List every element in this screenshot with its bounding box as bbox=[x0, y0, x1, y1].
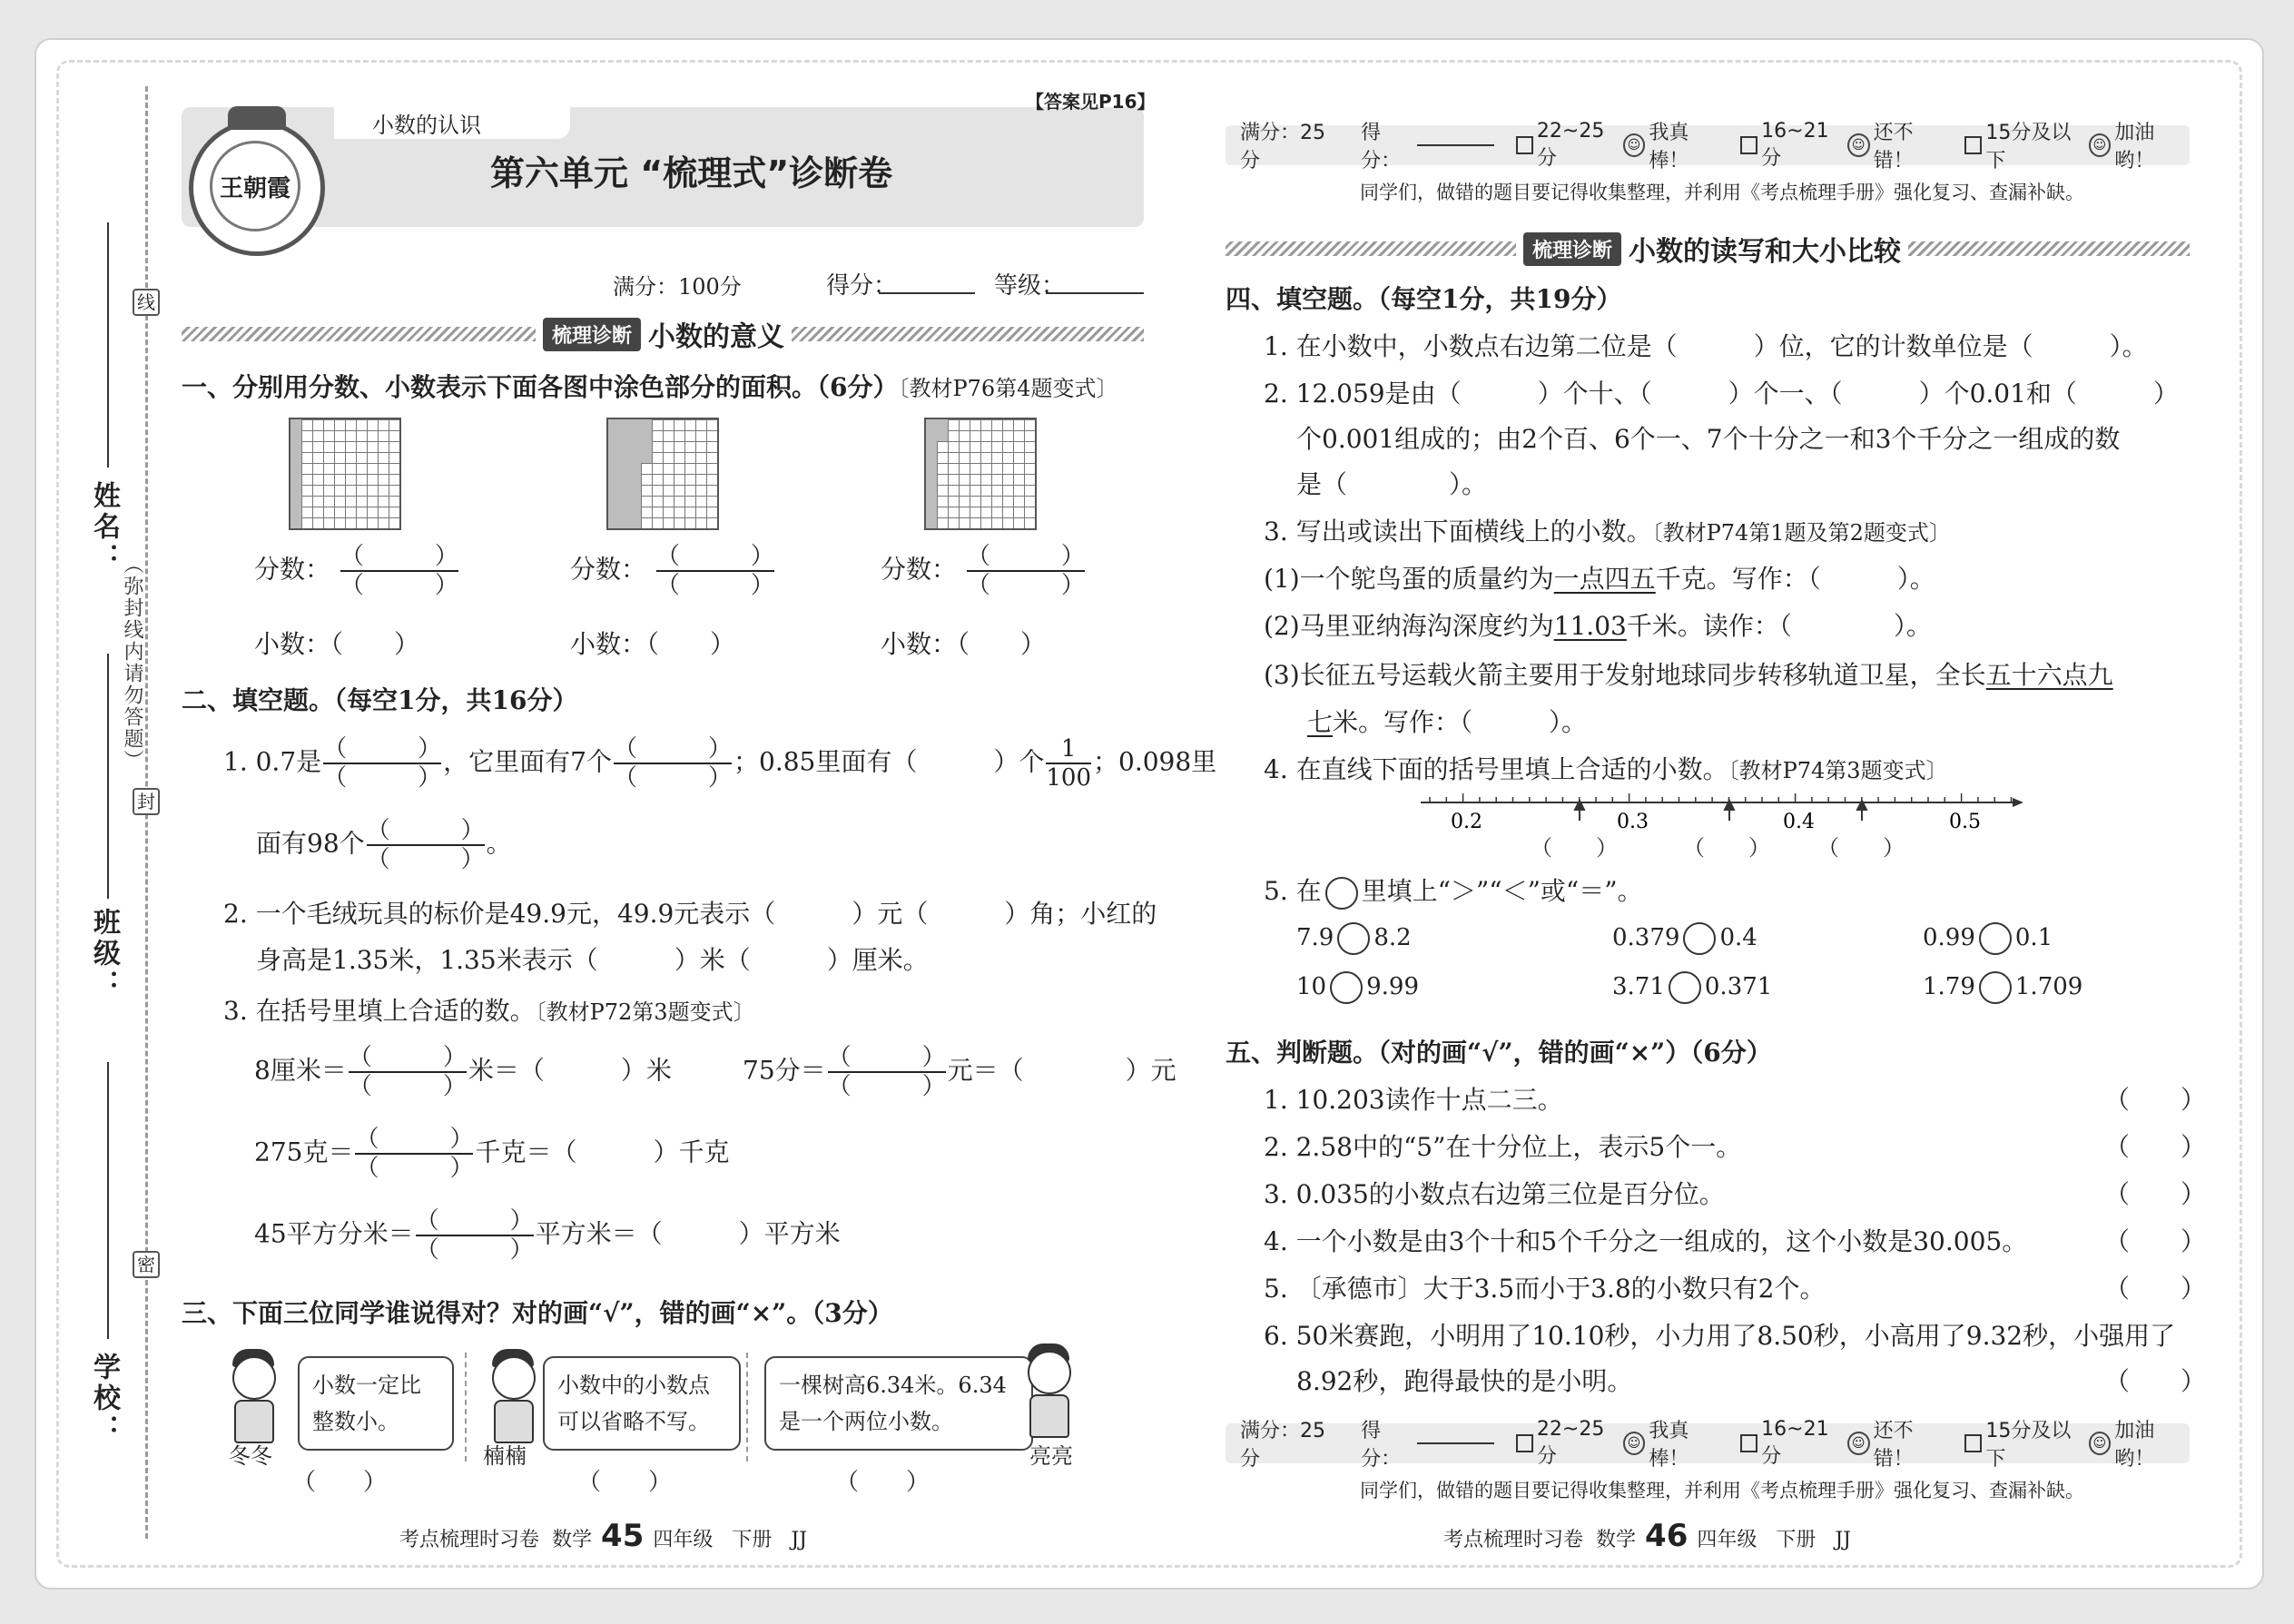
student-name-dongdong: 冬冬 bbox=[229, 1443, 272, 1469]
q1-fraction-row bbox=[881, 543, 1087, 599]
checkbox[interactable] bbox=[1964, 136, 1982, 154]
judge-answer[interactable]: （ ） bbox=[2104, 1085, 2207, 1115]
q4-text: 千米。读作：（ ）。 bbox=[1626, 611, 1932, 641]
q5-title: 五、判断题。（对的画“√”，错的画“×”）（6分） bbox=[1226, 1038, 1772, 1068]
score-option: 15分及以下 bbox=[1985, 1420, 2072, 1471]
q4-text: 4. 在直线下面的括号里填上合适的小数。 bbox=[1264, 754, 1728, 784]
q2-item3-row2 bbox=[254, 1126, 729, 1182]
unit-tab-label: 小数的认识 bbox=[372, 113, 481, 138]
score-option: 22~25分 bbox=[1536, 1418, 1605, 1468]
q4-item2-line1: 2. 12.059是由（ ）个十、（ ）个一、（ ）个0.01和（ ） bbox=[1264, 379, 2179, 408]
underlined-number: 五十六点九 bbox=[1985, 660, 2113, 690]
q3-answer-3[interactable]: （ ） bbox=[835, 1469, 930, 1496]
divider bbox=[465, 1353, 467, 1462]
binding-notice: （弥封线内请勿答题） bbox=[121, 554, 143, 772]
fraction-blank[interactable]: $\frac{( )}{( )}$ bbox=[415, 1207, 534, 1264]
section-banner-reading bbox=[1226, 231, 2190, 267]
compare-left: 1.79 bbox=[1923, 973, 1975, 1000]
page-number: 46 bbox=[1645, 1518, 1689, 1554]
grade-label: 等级： bbox=[994, 272, 1066, 300]
compare-right: 0.4 bbox=[1719, 924, 1757, 951]
score-option: 22~25分 bbox=[1536, 120, 1605, 170]
q4-text: 千克。写作：（ ）。 bbox=[1655, 564, 1935, 594]
score-option: 16~21分 bbox=[1761, 1418, 1829, 1468]
q1-decimal-row bbox=[881, 625, 1046, 661]
smiley-icon: ☺ bbox=[1623, 133, 1646, 157]
fraction-blank[interactable]: $\frac{( )}{( )}$ bbox=[366, 817, 485, 873]
conversion-text: 元＝（ ）元 bbox=[947, 1055, 1177, 1086]
q4-text: 5. 在 bbox=[1264, 876, 1322, 906]
grid-shade bbox=[937, 419, 948, 441]
score-field[interactable] bbox=[879, 292, 975, 294]
checkbox[interactable] bbox=[1740, 1434, 1757, 1452]
conversion-text: 45平方分米＝ bbox=[254, 1218, 414, 1249]
conversion-text: 千克＝（ ）千克 bbox=[475, 1137, 730, 1167]
divider bbox=[746, 1353, 748, 1462]
underlined-number: 11.03 bbox=[1553, 611, 1627, 641]
smiley-icon: ☺ bbox=[1847, 133, 1870, 157]
q2-item1-line1 bbox=[223, 735, 1216, 792]
q4-item5-title bbox=[1264, 871, 1643, 910]
conversion-text: 275克＝ bbox=[254, 1137, 354, 1167]
compare-left: 10 bbox=[1296, 973, 1327, 1000]
fraction-blank[interactable]: $\frac{( )}{( )}$ bbox=[966, 543, 1085, 599]
judge-item: 1. 10.203读作十点二三。 bbox=[1264, 1085, 1563, 1115]
compare-left: 3.71 bbox=[1612, 973, 1665, 1000]
compare-left: 7.9 bbox=[1296, 924, 1334, 951]
brand-seal bbox=[189, 120, 325, 256]
fraction-one-hundredth: $\frac{1}{100}$ bbox=[1046, 735, 1092, 792]
tick-label: 0.2 bbox=[1451, 811, 1482, 833]
name-label: 姓名： bbox=[88, 481, 120, 574]
q3-title: 三、下面三位同学谁说得对？对的画“√”，错的画“×”。（3分） bbox=[182, 1298, 893, 1328]
q2-item1-line2 bbox=[256, 817, 512, 873]
q2-item3-row1a bbox=[254, 1044, 672, 1100]
checkbox[interactable] bbox=[1740, 136, 1757, 154]
grid-figure-1 bbox=[289, 418, 401, 530]
q4-item2-line2: 个0.001组成的；由2个百、6个一、7个十分之一和3个千分之一组成的数 bbox=[1296, 424, 2121, 454]
footer-term: 下册 bbox=[732, 1529, 773, 1551]
q1-decimal-row bbox=[570, 625, 735, 661]
footer-grade: 四年级 bbox=[653, 1529, 714, 1551]
fraction-blank[interactable]: $\frac{( )}{( )}$ bbox=[655, 543, 774, 599]
tick-label: 0.4 bbox=[1783, 811, 1815, 833]
number-line-answer[interactable]: （ ） bbox=[1531, 835, 1618, 861]
q3-answer-1[interactable]: （ ） bbox=[292, 1469, 388, 1496]
q2-title: 二、填空题。（每空1分，共16分） bbox=[182, 685, 578, 715]
footer-edition: JJ bbox=[1835, 1529, 1851, 1551]
compare-left: 0.99 bbox=[1923, 924, 1975, 951]
fraction-blank[interactable]: $\frac{( )}{( )}$ bbox=[340, 543, 458, 599]
score-label: 得分： bbox=[826, 272, 898, 300]
tick-label: 0.3 bbox=[1617, 811, 1649, 833]
score-bar-top bbox=[1226, 120, 2190, 172]
conversion-text: 米＝（ ）米 bbox=[468, 1055, 672, 1086]
fraction-label: 分数： bbox=[570, 554, 647, 585]
q2-item2-line1: 2. 一个毛绒玩具的标价是49.9元，49.9元表示（ ）元（ ）角；小红的 bbox=[223, 899, 1157, 929]
fraction-label: 分数： bbox=[881, 554, 958, 585]
compare-circle[interactable] bbox=[1979, 922, 2012, 955]
footer-subject: 数学 bbox=[552, 1529, 593, 1551]
judge-item: 5. 〔承德市〕大于3.5而小于3.8的小数只有2个。 bbox=[1264, 1274, 1826, 1304]
q1-ref: 〔教材P76第4题变式〕 bbox=[898, 376, 1118, 401]
school-field[interactable] bbox=[107, 1062, 109, 1339]
score-option: 16~21分 bbox=[1761, 120, 1829, 170]
tick-label: 0.5 bbox=[1949, 811, 1981, 833]
q4-item4-title bbox=[1264, 750, 1948, 786]
reminder-bottom: 同学们，做错的题目要记得收集整理，并利用《考点梳理手册》强化复习、查漏补缺。 bbox=[1360, 1480, 2084, 1501]
q2-item1-text: ；0.85里面有（ ）个 bbox=[733, 746, 1045, 777]
q2-item3-row1b bbox=[743, 1044, 1177, 1100]
checkbox[interactable] bbox=[1516, 1434, 1533, 1452]
compare-circle[interactable] bbox=[1337, 922, 1370, 955]
q2-item1-text: 面有98个 bbox=[256, 828, 365, 859]
footer-edition: JJ bbox=[791, 1529, 807, 1551]
q4-title: 四、填空题。（每空1分，共19分） bbox=[1226, 284, 1622, 314]
score-option-text: 还不错！ bbox=[1873, 1420, 1914, 1471]
decimal-label: 小数： bbox=[881, 629, 958, 659]
q2-item3-text: 3. 在括号里填上合适的数。 bbox=[223, 996, 536, 1026]
grade-field[interactable] bbox=[1046, 292, 1144, 294]
q4-text: 米。写作：（ ）。 bbox=[1333, 707, 1588, 737]
smiley-icon: ☺ bbox=[1847, 1432, 1870, 1455]
fraction-blank[interactable]: $\frac{( )}{( )}$ bbox=[323, 735, 442, 792]
compare-item bbox=[1296, 922, 1412, 955]
compare-right: 9.99 bbox=[1366, 973, 1419, 1000]
grid-shade bbox=[926, 419, 937, 528]
decimal-label: 小数： bbox=[254, 629, 331, 659]
compare-left: 0.379 bbox=[1612, 924, 1680, 951]
page-title: 第六单元 “梳理式”诊断卷 bbox=[490, 153, 893, 193]
judge-item-6b: 8.92秒，跑得最快的是小明。 bbox=[1296, 1366, 1633, 1396]
q4-item3-1 bbox=[1264, 559, 1935, 595]
school-label: 学校： bbox=[88, 1353, 120, 1445]
q4-item3-ref: 〔教材P74第1题及第2题变式〕 bbox=[1651, 520, 1951, 546]
q2-item3-ref: 〔教材P72第3题变式〕 bbox=[535, 999, 755, 1025]
student-dongdong-figure bbox=[225, 1349, 280, 1449]
bubble-text: 小数中的小数点 bbox=[557, 1373, 710, 1398]
right-footer bbox=[1443, 1518, 1851, 1554]
grid-shade bbox=[641, 419, 652, 463]
q2-item2-line2: 身高是1.35米，1.35米表示（ ）米（ ）厘米。 bbox=[256, 945, 929, 975]
section-title: 小数的读写和大小比较 bbox=[1629, 236, 1902, 268]
underlined-number: 一点四五 bbox=[1553, 564, 1656, 594]
q2-item3-title bbox=[223, 991, 755, 1028]
fraction-blank[interactable]: $\frac{( )}{( )}$ bbox=[827, 1044, 946, 1100]
q4-item3-3 bbox=[1264, 655, 2113, 692]
checkbox[interactable] bbox=[1516, 136, 1533, 154]
compare-item bbox=[1296, 971, 1419, 1004]
judge-answer[interactable]: （ ） bbox=[2104, 1132, 2207, 1162]
q4-item3-title bbox=[1264, 512, 1951, 548]
judge-item: 6. 50米赛跑，小明用了10.10秒，小力用了8.50秒，小高用了9.32秒，小强用了 bbox=[1264, 1321, 2176, 1351]
score-option: 15分及以下 bbox=[1985, 122, 2072, 172]
seal-text: 王朝霞 bbox=[210, 141, 300, 231]
score-option-text: 我真棒！ bbox=[1649, 1420, 1689, 1471]
q2-item1-text: ，它里面有7个 bbox=[443, 746, 612, 777]
judge-item: 4. 一个小数是由3个十和5个千分之一组成的，这个小数是30.005。 bbox=[1264, 1226, 2028, 1256]
student-liangliang-figure bbox=[1020, 1343, 1075, 1443]
compare-item bbox=[1612, 922, 1757, 955]
score-field[interactable] bbox=[1417, 1442, 1494, 1444]
binding-mark-mi: 密 bbox=[133, 1251, 160, 1278]
compare-circle[interactable] bbox=[1979, 971, 2012, 1004]
underlined-number: 七 bbox=[1307, 707, 1334, 737]
compare-item bbox=[1612, 971, 1772, 1004]
grid-shade bbox=[608, 419, 641, 528]
banner-hatch bbox=[792, 327, 1144, 341]
q4-item1: 1. 在小数中，小数点右边第二位是（ ）位，它的计数单位是（ ）。 bbox=[1264, 331, 2148, 361]
smiley-icon: ☺ bbox=[2089, 1432, 2112, 1455]
q4-text: 里填上“＞”“＜”或“＝”。 bbox=[1361, 876, 1643, 906]
conversion-text: 平方米＝（ ）平方米 bbox=[535, 1218, 841, 1249]
student-name-nannan: 楠楠 bbox=[483, 1443, 527, 1469]
compare-right: 1.709 bbox=[2014, 973, 2083, 1000]
bubble-text: 小数一定比 bbox=[312, 1373, 421, 1398]
conversion-text: 75分＝ bbox=[743, 1055, 826, 1086]
judge-item: 3. 0.035的小数点右边第三位是百分位。 bbox=[1264, 1179, 1725, 1209]
body bbox=[234, 1400, 274, 1443]
bubble-dongdong bbox=[298, 1356, 454, 1451]
footer-book: 考点梳理时习卷 bbox=[399, 1529, 540, 1551]
q4-item3-text: 3. 写出或读出下面横线上的小数。 bbox=[1264, 517, 1652, 546]
body bbox=[1029, 1394, 1069, 1438]
fraction-label: 分数： bbox=[254, 554, 331, 585]
reminder-top: 同学们，做错的题目要记得收集整理，并利用《考点梳理手册》强化复习、查漏补缺。 bbox=[1360, 182, 2084, 203]
checkbox[interactable] bbox=[1964, 1434, 1982, 1452]
left-footer bbox=[399, 1518, 807, 1554]
bubble-liangliang bbox=[764, 1356, 1033, 1451]
score-field[interactable] bbox=[1417, 144, 1494, 146]
footer-subject: 数学 bbox=[1596, 1529, 1637, 1551]
compare-circle[interactable] bbox=[1669, 971, 1701, 1004]
banner-hatch bbox=[1908, 241, 2190, 256]
q4-item2-line3: 是（ ）。 bbox=[1296, 469, 1488, 499]
class-label: 班级： bbox=[88, 908, 120, 1000]
judge-item: 2. 2.58中的“5”在十分位上，表示5个一。 bbox=[1264, 1132, 1742, 1162]
section-badge: 梳理诊断 bbox=[543, 318, 641, 351]
student-nannan-figure bbox=[485, 1349, 539, 1449]
q4-text: (3)长征五号运载火箭主要用于发射地球同步转移轨道卫星，全长 bbox=[1264, 660, 1986, 690]
compare-right: 8.2 bbox=[1373, 924, 1412, 951]
banner-hatch bbox=[182, 327, 536, 341]
bubble-text: 可以省略不写。 bbox=[557, 1409, 710, 1434]
conversion-text: 8厘米＝ bbox=[254, 1055, 347, 1086]
decimal-blank[interactable]: （ ） bbox=[957, 629, 1047, 659]
compare-item bbox=[1923, 922, 2053, 955]
decimal-blank[interactable]: （ ） bbox=[646, 629, 736, 659]
q3-answer-2[interactable]: （ ） bbox=[577, 1469, 673, 1496]
q1-fraction-row bbox=[570, 543, 776, 599]
grid-shade bbox=[290, 419, 301, 528]
q4-text: (2)马里亚纳海沟深度约为 bbox=[1264, 611, 1554, 641]
q2-item1-text: 。 bbox=[486, 828, 512, 859]
fraction-blank[interactable]: $\frac{( )}{( )}$ bbox=[614, 735, 733, 792]
score-label: 得分： bbox=[1361, 1420, 1402, 1471]
grid-figure-3 bbox=[924, 418, 1037, 530]
grid-figure-2 bbox=[606, 418, 719, 530]
score-bar-bottom bbox=[1226, 1418, 2190, 1471]
body bbox=[494, 1400, 534, 1443]
section-title: 小数的意义 bbox=[648, 321, 785, 353]
q1-fraction-row bbox=[254, 543, 460, 599]
section-badge: 梳理诊断 bbox=[1523, 232, 1621, 266]
q4-item4-ref: 〔教材P74第3题变式〕 bbox=[1728, 758, 1948, 783]
crown-icon bbox=[228, 106, 286, 130]
judge-answer[interactable]: （ ） bbox=[2104, 1226, 2207, 1256]
binding-mark-feng: 封 bbox=[133, 788, 160, 815]
judge-answer[interactable]: （ ） bbox=[2104, 1179, 2207, 1209]
score-option-text: 加油哟！ bbox=[2114, 1420, 2155, 1471]
q2-item1-text: 1. 0.7是 bbox=[223, 746, 322, 777]
score-label: 得分： bbox=[1361, 122, 1402, 172]
q1-title-text: 一、分别用分数、小数表示下面各图中涂色部分的面积。（6分） bbox=[182, 372, 899, 402]
page-number: 45 bbox=[601, 1518, 645, 1554]
circle-icon bbox=[1325, 877, 1358, 910]
bubble-text: 一棵树高6.34米。6.34 bbox=[779, 1373, 1007, 1398]
bubble-text: 是一个两位小数。 bbox=[779, 1409, 953, 1434]
score-full: 满分：25分 bbox=[1240, 122, 1325, 172]
score-option-text: 我真棒！ bbox=[1649, 122, 1689, 172]
answer-ref: 【答案见P16】 bbox=[1026, 91, 1156, 113]
q2-item3-row3 bbox=[254, 1207, 841, 1264]
score-option-text: 加油哟！ bbox=[2114, 122, 2155, 172]
smiley-icon: ☺ bbox=[1623, 1432, 1646, 1455]
judge-answer[interactable]: （ ） bbox=[2104, 1366, 2207, 1396]
decimal-label: 小数： bbox=[570, 629, 647, 659]
smiley-icon: ☺ bbox=[2089, 133, 2112, 157]
class-field[interactable] bbox=[107, 654, 109, 899]
q1-title bbox=[182, 368, 1117, 404]
q4-item3-2 bbox=[1264, 606, 1932, 643]
q2-item1-text: ；0.098里 bbox=[1093, 746, 1217, 777]
score-full: 满分：25分 bbox=[1240, 1420, 1325, 1471]
compare-circle[interactable] bbox=[1330, 971, 1363, 1004]
fraction-blank[interactable]: $\frac{( )}{( )}$ bbox=[348, 1044, 467, 1100]
score-option-text: 还不错！ bbox=[1873, 122, 1914, 172]
footer-grade: 四年级 bbox=[1697, 1529, 1757, 1551]
full-score: 满分：100分 bbox=[613, 274, 742, 300]
head bbox=[492, 1356, 536, 1400]
q4-item3-3b bbox=[1307, 703, 1587, 739]
name-field[interactable] bbox=[107, 222, 109, 468]
student-name-liangliang: 亮亮 bbox=[1029, 1443, 1073, 1469]
banner-hatch bbox=[1226, 241, 1516, 256]
bubble-nannan bbox=[543, 1356, 741, 1451]
q4-text: (1)一个鸵鸟蛋的质量约为 bbox=[1264, 564, 1554, 594]
head bbox=[1028, 1351, 1071, 1394]
fraction-blank[interactable]: $\frac{( )}{( )}$ bbox=[355, 1126, 474, 1182]
q1-decimal-row bbox=[254, 625, 419, 661]
footer-book: 考点梳理时习卷 bbox=[1443, 1529, 1584, 1551]
judge-answer[interactable]: （ ） bbox=[2104, 1274, 2207, 1304]
bubble-text: 整数小。 bbox=[312, 1409, 399, 1434]
number-line-answer[interactable]: （ ） bbox=[1683, 835, 1770, 861]
compare-circle[interactable] bbox=[1683, 922, 1716, 955]
compare-right: 0.1 bbox=[2014, 924, 2053, 951]
compare-right: 0.371 bbox=[1704, 973, 1773, 1000]
section-banner-meaning bbox=[182, 316, 1144, 352]
compare-item bbox=[1923, 971, 2082, 1004]
decimal-blank[interactable]: （ ） bbox=[330, 629, 420, 659]
footer-term: 下册 bbox=[1776, 1529, 1816, 1551]
binding-mark-xian: 线 bbox=[133, 289, 160, 316]
number-line-answer[interactable]: （ ） bbox=[1817, 835, 1905, 861]
head bbox=[232, 1356, 276, 1400]
